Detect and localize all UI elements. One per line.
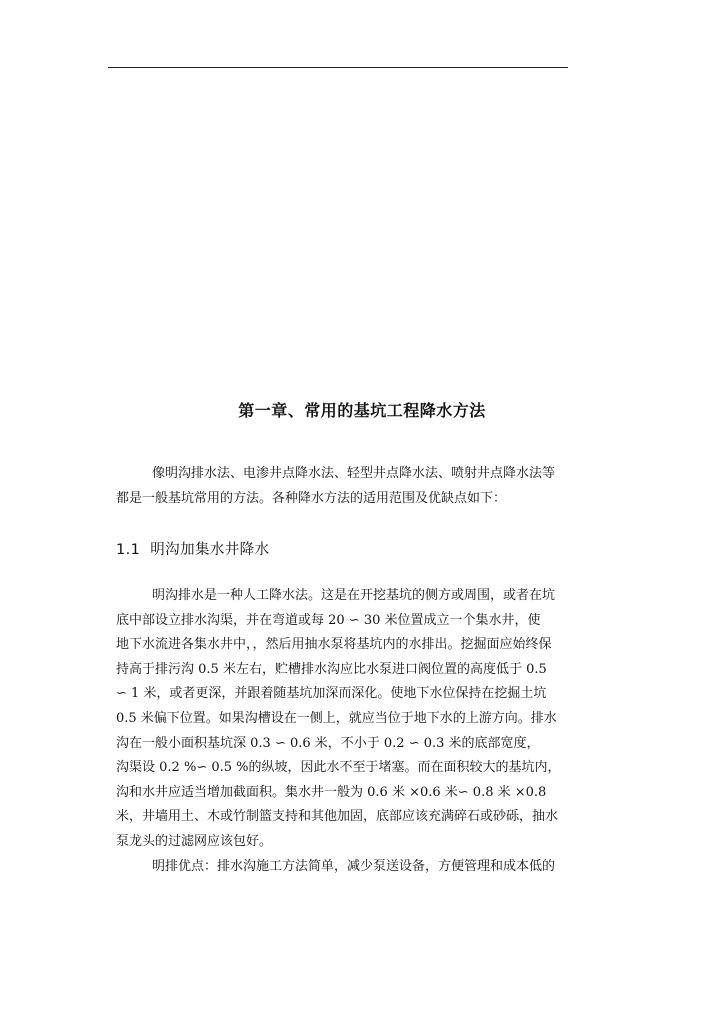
text-line: 米，井墙用土、木或竹制篮支持和其他加固，底部应该充满碎石或砂砾，抽水 xyxy=(116,809,559,825)
text-line: 明沟排水是一种人工降水法。这是在开挖基坑的侧方或周围，或者在坑 xyxy=(152,588,556,603)
text-line: 底中部设立排水沟渠，并在弯道或每 20 ∽ 30 米位置成立一个集水井，使 xyxy=(116,612,541,628)
text-line: 沟渠设 0.2 %∽ 0.5 %的纵坡，因此水不至于堵塞。而在面积较大的基坑内， xyxy=(116,760,561,776)
text-line: 持高于排污沟 0.5 米左右，贮槽排水沟应比水泵进口阀位置的高度低于 0.5 xyxy=(116,661,547,677)
body-paragraph xyxy=(116,584,612,879)
chapter-title: 第一章、常用的基坑工程降水方法 xyxy=(238,401,486,420)
section-number: 1.1 xyxy=(116,542,141,558)
text-line: 沟和水井应适当增加截面积。集水井一般为 0.6 米 ×0.6 米∽ 0.8 米 ×0.8 xyxy=(116,784,547,800)
text-line: 都是一般基坑常用的方法。各种降水方法的适用范围及优缺点如下： xyxy=(116,490,507,506)
text-line: 沟在一般小面积基坑深 0.3 ∽ 0.6 米，不小于 0.2 ∽ 0.3 米的底部宽度， xyxy=(116,735,540,751)
text-line: 地下水流进各集水井中，，然后用抽水泵将基坑内的水排出。挖掘面应始终保 xyxy=(116,637,552,653)
section-heading xyxy=(116,538,269,559)
text-line: 泵龙头的过滤网应该包好。 xyxy=(116,833,273,849)
text-line: 明排优点：排水沟施工方法简单，减少泵送设备，方便管理和成本低的 xyxy=(152,858,556,874)
text-line: ∽ 1 米，或者更深，并跟着随基坑加深而深化。使地下水位保持在挖掘土坑 xyxy=(116,686,547,702)
section-title: 明沟加集水井降水 xyxy=(150,542,270,558)
text-line: 0.5 米偏下位置。如果沟槽设在一侧上，就应当位于地下水的上游方向。排水 xyxy=(116,710,557,726)
intro-paragraph xyxy=(116,462,612,511)
text-line: 像明沟排水法、电渗井点降水法、轻型井点降水法、喷射井点降水法等 xyxy=(152,466,556,481)
header-rule xyxy=(108,67,568,68)
